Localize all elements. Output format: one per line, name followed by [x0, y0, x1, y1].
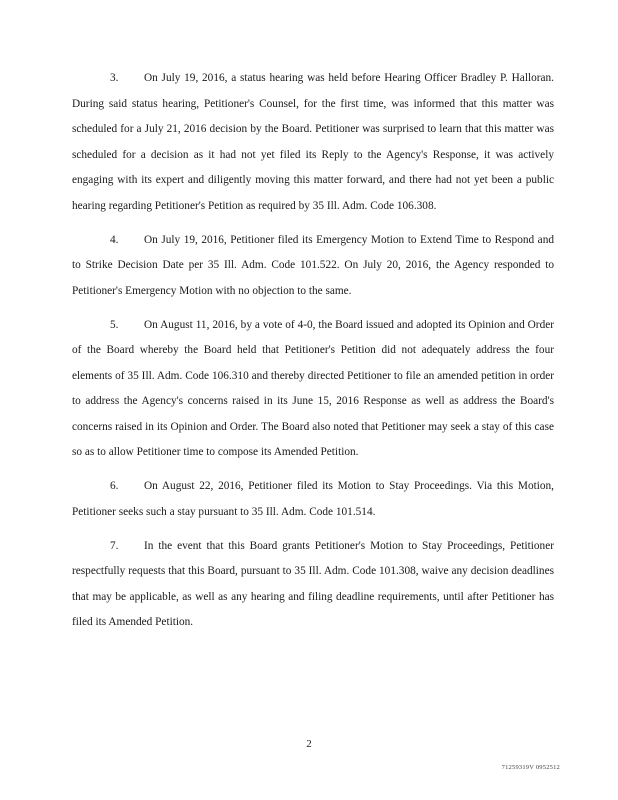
paragraph-text: On August 22, 2016, Petitioner filed its Motion to Stay Proceedings. Via this Motion, Petitioner seeks such a stay pursuant to 35 Ill. Adm. Code 101.514.: [72, 480, 554, 518]
paragraph-number: 6.: [110, 480, 119, 492]
paragraph-number: 3.: [110, 72, 119, 84]
paragraph-4: [72, 228, 554, 305]
paragraph-text: On August 11, 2016, by a vote of 4-0, the Board issued and adopted its Opinion and Order of the Board whereby the Board held that Petitioner's Petition did not adequately address the four elements of 35 Ill. Adm. Code 106.310 and thereby directed Petitioner to file an amended petition in order to address the Agency's concerns raised in its June 15, 2016 Response as well as address the Board's concerns raised in its Opinion and Order. The Board also noted that Petitioner may seek a stay of this case so as to allow Petitioner time to compose its Amended Petition.: [72, 318, 554, 458]
paragraph-7: [72, 534, 554, 636]
paragraph-number: 4.: [110, 233, 119, 246]
paragraph-6: [72, 474, 554, 525]
paragraph-text: On July 19, 2016, a status hearing was held before Hearing Officer Bradley P. Halloran. During said status hearing, Petitioner's Counsel, for the first time, was informed that this matter was scheduled for a July 21, 2016 decision by the Board. Petitioner was surprised to learn that this matter was scheduled for a decision as it had not yet filed its Reply to the Agency's Response, it was actively engaging with its expert and diligently moving this matter forward, and there had not yet been a public hearing regarding Petitioner's Petition as required by 35 Ill. Adm. Code 106.308.: [72, 72, 554, 212]
paragraph-5: [72, 313, 554, 466]
paragraph-text: On July 19, 2016, Petitioner filed its Emergency Motion to Extend Time to Respond and to Strike Decision Date per 35 Ill. Adm. Code 101.522. On July 20, 2016, the Agency responded to Petitioner's Emergency Motion with no objection to the same.: [72, 233, 554, 297]
paragraph-number: 7.: [110, 539, 119, 552]
document-body: [72, 66, 554, 644]
document-id: 71259319V 0952512: [501, 764, 560, 771]
page-number: 2: [306, 738, 312, 750]
paragraph-number: 5.: [110, 318, 119, 331]
paragraph-text: In the event that this Board grants Petitioner's Motion to Stay Proceedings, Petitioner respectfully requests that this Board, pursuant to 35 Ill. Adm. Code 101.308, waive any decision deadlines that may be applicable, as well as any hearing and filing deadline requirements, until after Petitioner has filed its Amended Petition.: [72, 539, 554, 628]
paragraph-3: [72, 66, 554, 219]
